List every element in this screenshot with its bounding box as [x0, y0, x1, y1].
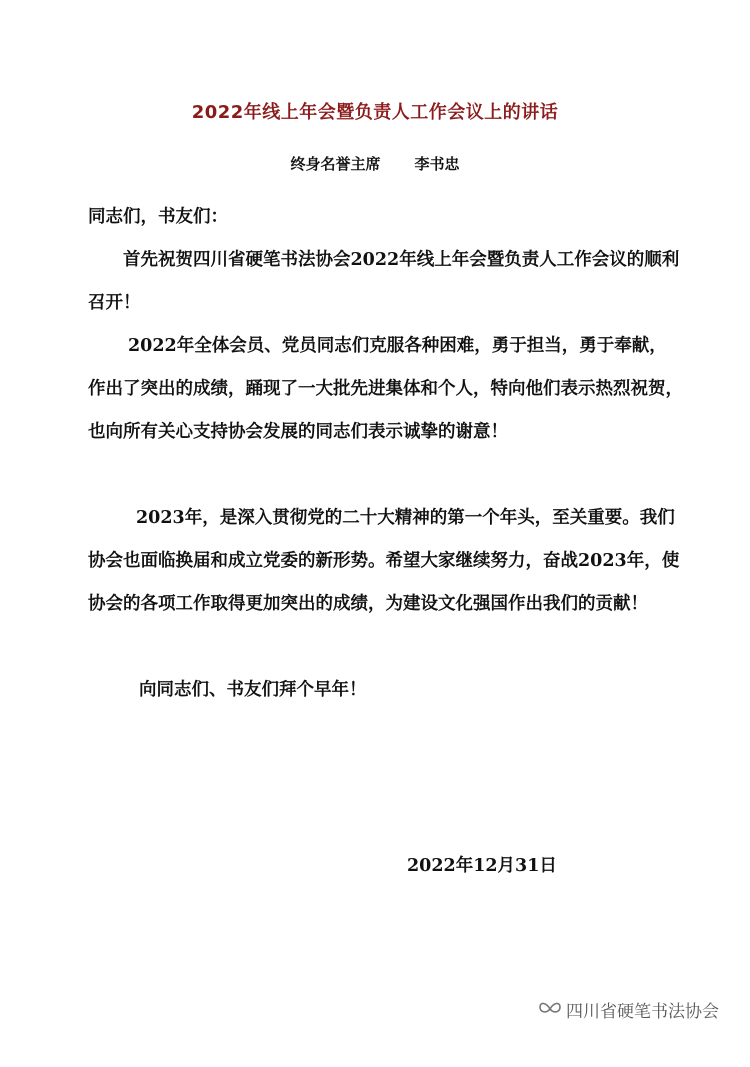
- paragraph-text: 首先祝贺四川省硬笔书法协会2022年线上年会暨负责人工作会议的顺利召开！: [88, 250, 680, 313]
- paragraph-text: 2023年，是深入贯彻党的二十大精神的第一个年头，至关重要。我们协会也面临换届和成立党委的新形势。希望大家继续努力，奋战2023年，使协会的各项工作取得更加突出的成绩，为建设文化强国作出我们的贡献！: [88, 508, 680, 614]
- paragraph-4: [88, 669, 683, 712]
- author-name: 李书忠: [414, 155, 460, 173]
- paragraph-text: 2022年全体会员、党员同志们克服各种困难，勇于担当，勇于奉献，作出了突出的成绩，踊现了一大批先进集体和个人，特向他们表示热烈祝贺，也向所有关心支持协会发展的同志们表示诚挚的谢意！: [88, 336, 683, 442]
- paragraph-1: [88, 239, 683, 325]
- author-line: [0, 153, 750, 174]
- document-date: 2022年12月31日: [407, 856, 557, 876]
- salutation: [88, 196, 683, 239]
- document-title: 2022年线上年会暨负责人工作会议上的讲话: [191, 102, 559, 123]
- author-role: 终身名誉主席: [290, 155, 381, 173]
- wechat-channel-icon: [538, 998, 562, 1020]
- paragraph-3: [88, 497, 683, 626]
- salutation-text: 同志们，书友们：: [88, 207, 228, 227]
- paragraph-2: [88, 325, 683, 454]
- watermark: [538, 996, 719, 1022]
- paragraph-text: 向同志们、书友们拜个早年！: [139, 680, 367, 700]
- watermark-text: 四川省硬笔书法协会: [566, 1001, 719, 1022]
